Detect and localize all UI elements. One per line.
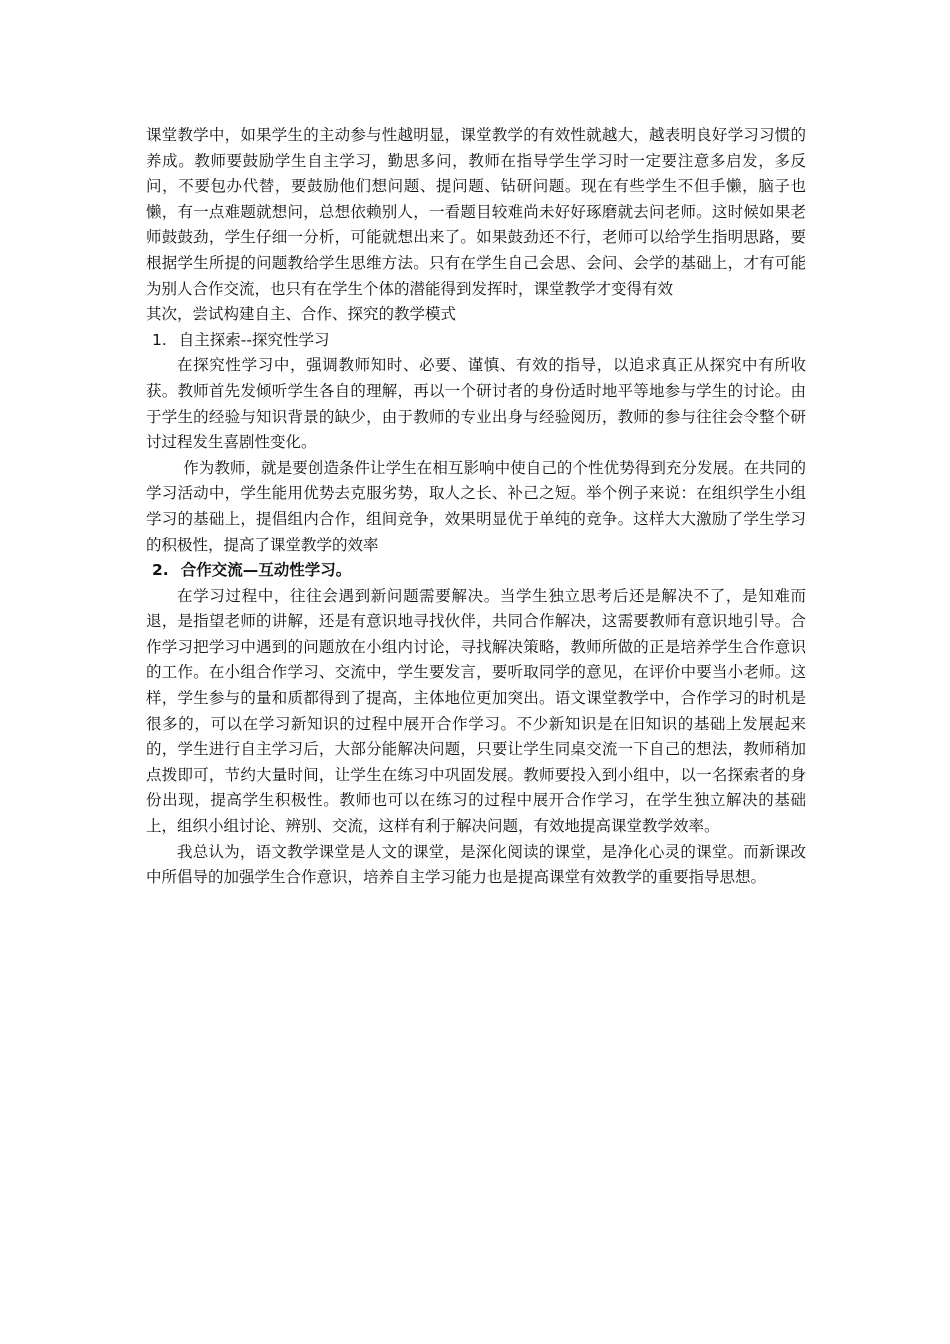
paragraph-conclusion: 我总认为，语文教学课堂是人文的课堂，是深化阅读的课堂，是净化心灵的课堂。而新课改中所倡导的加强学生合作意识，培养自主学习能力也是提高课堂有效教学的重要指导思想。 [146, 842, 806, 887]
paragraph-teaching-mode: 其次，尝试构建自主、合作、探究的教学模式 [146, 305, 457, 324]
paragraph-explore-1: 在探究性学习中，强调教师知时、必要、谨慎、有效的指导，以追求真正从探究中有所收获。教师首先发倾听学生各自的理解，再以一个研讨者的身份适时地平等地参与学生的讨论。由于学生的经验与知识背景的缺少，由于教师的专业出身与经验阅历，教师的参与往往会令整个研讨过程发生喜剧性变化。 [146, 356, 806, 452]
paragraph-cooperation: 在学习过程中，往往会遇到新问题需要解决。当学生独立思考后还是解决不了，是知难而退，是指望老师的讲解，还是有意识地寻找伙伴，共同合作解决，这需要教师有意识地引导。合作学习把学习中遇到的问题放在小组内讨论，寻找解决策略，教师所做的正是培养学生合作意识的工作。在小组合作学习、交流中，学生要发言，要听取同学的意见，在评价中要当小老师。这样，学生参与的量和质都得到了提高，主体地位更加突出。语文课堂教学中，合作学习的时机是很多的，可以在学习新知识的过程中展开合作学习。不少新知识是在旧知识的基础上发展起来的，学生进行自主学习后，大部分能解决问题，只要让学生同桌交流一下自己的想法，教师稍加点拨即可，节约大量时间，让学生在练习中巩固发展。教师要投入到小组中，以一名探索者的身份出现，提高学生积极性。教师也可以在练习的过程中展开合作学习，在学生独立解决的基础上，组织小组讨论、辨别、交流，这样有利于解决问题，有效地提高课堂教学效率。 [146, 586, 806, 836]
section-heading-2-number: 2. [152, 561, 169, 580]
document-body [146, 123, 806, 891]
section-heading-1-text: 自主探索--探究性学习 [178, 330, 330, 349]
section-heading-2 [146, 558, 806, 584]
section-heading-2-text: 合作交流—互动性学习。 [180, 561, 352, 580]
section-heading-1-number: 1. [152, 330, 167, 349]
paragraph-intro: 课堂教学中，如果学生的主动参与性越明显，课堂教学的有效性就越大，越表明良好学习习惯的养成。教师要鼓励学生自主学习，勤思多问，教师在指导学生学习时一定要注意多启发，多反问，不要包办代替，要鼓励他们想问题、提问题、钻研问题。现在有些学生不但手懒，脑子也懒，有一点难题就想问，总想依赖别人，一看题目较难尚未好好琢磨就去问老师。这时候如果老师鼓鼓劲，学生仔细一分析，可能就想出来了。如果鼓劲还不行，老师可以给学生指明思路，要根据学生所提的问题教给学生思维方法。只有在学生自己会思、会问、会学的基础上，才有可能为别人合作交流，也只有在学生个体的潜能得到发挥时，课堂教学才变得有效 [146, 126, 806, 298]
section-heading-1 [146, 328, 806, 354]
paragraph-explore-2: 作为教师，就是要创造条件让学生在相互影响中使自己的个性优势得到充分发展。在共同的学习活动中，学生能用优势去克服劣势，取人之长、补己之短。举个例子来说：在组织学生小组学习的基础上，提倡组内合作，组间竞争，效果明显优于单纯的竞争。这样大大激励了学生学习的积极性，提高了课堂教学的效率 [146, 458, 806, 554]
